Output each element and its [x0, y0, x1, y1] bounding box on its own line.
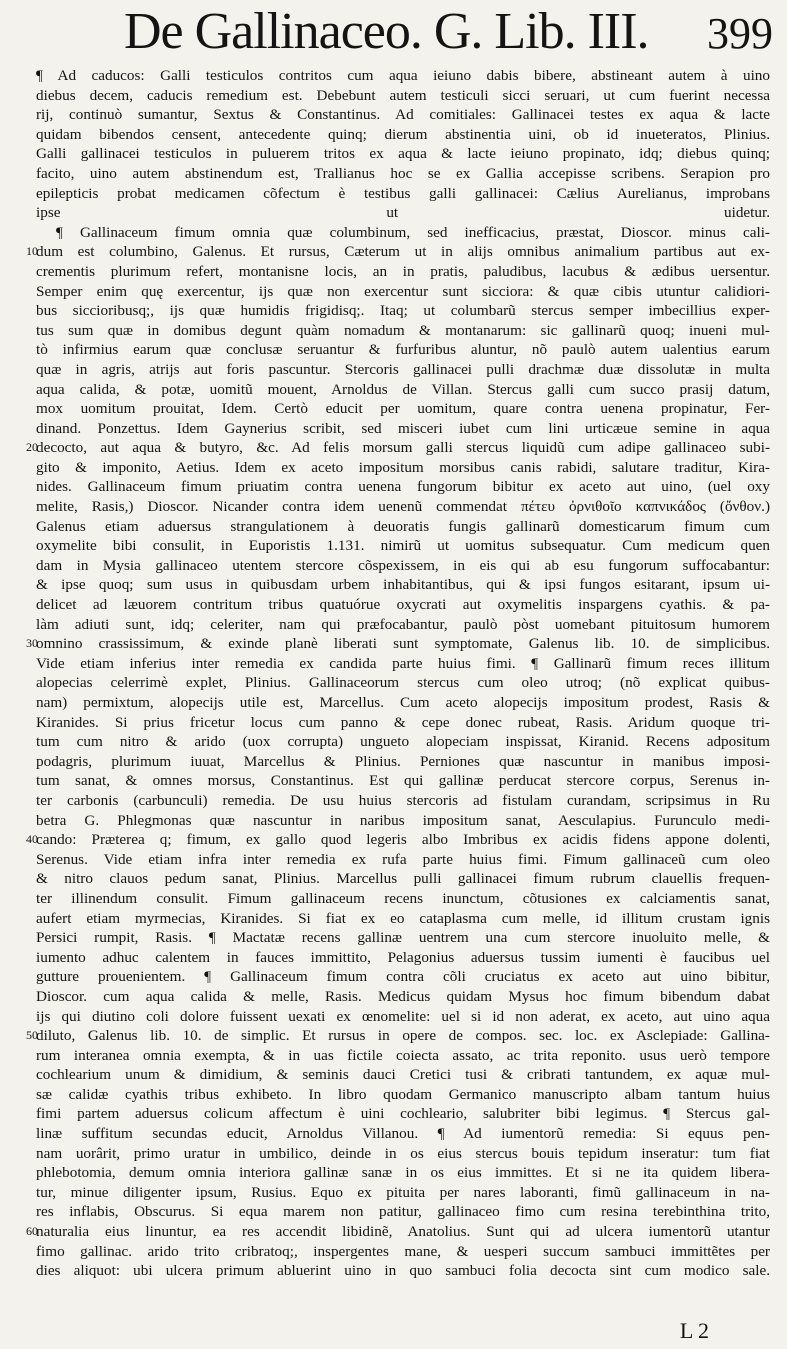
text-line — [26, 282, 770, 302]
body-text — [26, 66, 770, 1281]
line-text: & ipse quoq; sum usus in quibusdam urbem inhabitantibus, qui & ipsi fungos esitarant, ipsum ui- — [36, 576, 770, 594]
line-text: aufert etiam myrmecias, Kiranides. Si fiat ex eo cataplasma cum melle, id illitum crustam ignis — [36, 909, 770, 927]
line-text: nides. Gallinaceum fimum priuatim contra uenena fungorum bibitur ex aceto aut uino, (uel oxy — [36, 478, 770, 496]
text-line — [26, 948, 770, 968]
line-text: podagris, plurimum iuuat, Marcellus & Plinius. Perniones quæ nascuntur in manibus imposi- — [36, 752, 770, 770]
text-line — [26, 144, 770, 164]
line-text: crementis plurimum refert, montanisne locis, an in pratis, paludibus, lacubus & ædibus uersentur. — [36, 262, 770, 280]
text-line — [26, 575, 770, 595]
line-text: ipse ut uidetur. — [36, 204, 770, 222]
text-line — [26, 693, 770, 713]
text-line — [26, 713, 770, 733]
line-text: tum cum nitro & arido (uox corrupta) ungueto alopeciam inspissat, Kiranid. Recens adpositum — [36, 733, 770, 751]
text-line — [26, 889, 770, 909]
line-number: 50 — [26, 1028, 38, 1043]
text-line — [26, 654, 770, 674]
text-line — [26, 1222, 770, 1242]
line-text: mox uomitum prouitat, Idem. Certò educit per uomitum, quare contra uenena propinatur, Fer- — [36, 400, 770, 418]
line-text: làm adiuti sunt, idq; celeriter, nam qui præfocabantur, paulò pòst uomebant pituitosum humorem — [36, 615, 770, 633]
text-line — [26, 1026, 770, 1046]
line-text: alopecias celerrimè explet, Plinius. Gallinaceorum stercus cum oleo utroq; (nõ explicat quibus- — [36, 674, 770, 692]
line-text: tus sum quæ in domibus degunt quàm nomadum & montanarum: sic gallinarũ quoq; inueni mul- — [36, 321, 770, 339]
text-line — [26, 1104, 770, 1124]
line-text: quæ in agris, atrijs aut foris pascuntur. Stercoris gallinacei pulli drachmæ duæ dissolutæ in multa — [36, 360, 770, 378]
line-text: facito, uino autem abstinendum est, Trallianus hoc se ex Gallia accepisse scribens. Serapion pro — [36, 164, 770, 182]
line-text: quidam bibendos censent, antecedente quinq; dierum abstinentia uini, ob id inueteratos, Plinius. — [36, 125, 770, 143]
text-line — [26, 419, 770, 439]
line-text: cochlearium unum & dimidium, & seminis dauci Cretici tusi & cribrati tantundem, ex aquæ mul- — [36, 1066, 770, 1084]
text-line — [26, 301, 770, 321]
text-line — [26, 1242, 770, 1262]
line-text: tum sanat, & omnes morsus, Constantinus. Est qui gallinæ perducat stercore corpus, Serenus in- — [36, 772, 770, 790]
text-line — [26, 536, 770, 556]
line-text: iumento adhuc calentem in fauces immittito, Pelagonius aduersus tussim iumenti è faucibus uel — [36, 948, 770, 966]
line-text: linæ suffitum secundas educit, Arnoldus Villanou. ¶ Ad iumentorũ remedia: Si equus pen- — [36, 1125, 770, 1143]
text-line — [26, 615, 770, 635]
text-line — [26, 556, 770, 576]
text-line — [26, 673, 770, 693]
text-line — [26, 909, 770, 929]
text-line — [26, 811, 770, 831]
line-number: 60 — [26, 1224, 38, 1239]
text-line — [26, 987, 770, 1007]
line-text: gutture prouenientem. ¶ Gallinaceum fimum contra cõli cruciatus ex aceto aut uino bibitur, — [36, 968, 770, 986]
text-line — [26, 86, 770, 106]
text-line — [26, 595, 770, 615]
text-line — [26, 928, 770, 948]
text-line — [26, 967, 770, 987]
line-text: tur, minue diligenter ipsum, Rusius. Equo ex pituita per nares laboranti, fimũ gallinaceum in na- — [36, 1183, 770, 1201]
line-text: ijs qui diutino coli dolore fuissent uexati ex œnomelite: uel si id non aderat, ex aceto, aut uino aqua — [36, 1007, 770, 1025]
text-line — [26, 1007, 770, 1027]
line-text: oxymelite bibi consulit, in Euporistis 1.131. nimirũ ut uomitus subsequatur. Cum medicum quen — [36, 537, 770, 555]
line-text: nam) permixtum, alopecijs utile est, Marcellus. Cum aceto alopecijs impositum prodest, Rasis & — [36, 694, 770, 711]
line-text: Vide etiam inferius inter remedia ex candida parte huius fimi. ¶ Gallinarũ fimum reces illitum — [36, 654, 770, 672]
line-number: 40 — [26, 832, 38, 847]
line-text: Serenus. Vide etiam infra inter remedia ex rufa parte huius fimi. Fimum gallinaceũ cum oleo — [36, 850, 770, 868]
text-line — [26, 1124, 770, 1144]
line-text: gito & imponito, Aetius. Idem ex aceto impositum morsibus canis rabidi, salutare traditur, Kira- — [36, 458, 770, 476]
text-line — [26, 360, 770, 380]
line-number: 30 — [26, 636, 38, 651]
line-text: dam in Mysia gallinaceo utentem stercore cõspexissem, in eis qui ab esu fungorum suffocabantur: — [36, 556, 770, 574]
text-line — [26, 1085, 770, 1105]
line-text: rij, continuò sumantur, Sextus & Constantinus. Ad comitiales: Gallinacei testes ex aqua & lacte — [36, 106, 770, 124]
line-text: Semper enim quę exercentur, ijs quæ non exercentur sunt sicciora: & quæ cibis utuntur calidiori- — [36, 282, 770, 300]
line-text: Galli gallinacei testiculos in puluerem tritos ex aqua & lacte ieiuno propinato, idq; diebus quinq; — [36, 145, 770, 163]
line-text: fimi partem aduersus colicum affectum è uini cochleario, salubriter bibi legimus. ¶ Stercus gal- — [36, 1105, 770, 1123]
text-line — [26, 869, 770, 889]
line-text: phlebotomia, demum omnia interiora gallinæ sanæ in os eius immittes. Et si ne ita quidem libera- — [36, 1164, 770, 1182]
line-text: Galenus etiam aduersus strangulationem à deuoratis fungis gallinarũ domesticarum fimum cum — [36, 517, 770, 535]
line-number: 20 — [26, 440, 38, 455]
line-text: tò infirmius earum quæ conclusæ seruantur & furfuribus aluntur, nõ paulò autem ualentius earum — [36, 341, 770, 359]
text-line — [26, 399, 770, 419]
text-line — [26, 477, 770, 497]
text-line — [26, 1144, 770, 1164]
text-line — [26, 1046, 770, 1066]
text-line — [26, 497, 770, 517]
line-text: rum interanea omnia exempta, & in uas fictile coiecta assato, ac trita reponito. usus uerò tempore — [36, 1046, 770, 1064]
text-line — [26, 203, 770, 223]
text-line — [26, 125, 770, 145]
text-line — [26, 458, 770, 478]
line-text: dinand. Ponzettus. Idem Gaynerius scribit, sed misceri iubet cum lini urticæue semine in aqua — [36, 419, 770, 437]
line-text: sæ calidæ cyathis tribus exhibeto. In libro quodam Germanico manuscripto albam tantum huius — [36, 1085, 770, 1103]
line-text: res inflabis, Obscurus. Si equa marem non patitur, gallinaceo fimo cum resina terebinthina trito, — [36, 1203, 770, 1221]
line-text: Dioscor. cum aqua calida & melle, Rasis. Medicus quidam Mysus hoc fimum bibendum dabat — [36, 987, 770, 1005]
line-text: Kiranides. Si prius fricetur locus cum panno & cepe donec rubeat, Rasis. Aridum quoque tri- — [36, 713, 770, 731]
line-text: nam uorârit, primo uratur in umbilico, deinde in os eius stercus bouis tepidum inseratur: tum fiat — [36, 1144, 770, 1162]
line-text: delicet ad læuorem contritum tribus quatuórue oxycrati aut oxymelitis inspargens cyathis. & pa- — [36, 596, 770, 614]
line-text: diebus decem, caducis remedium est. Debebunt autem testiculi sicci seruari, ut cum fuerint necessa — [36, 86, 770, 104]
text-line — [26, 771, 770, 791]
text-line — [26, 164, 770, 184]
text-line — [26, 184, 770, 204]
text-line — [26, 634, 770, 654]
text-line — [26, 1163, 770, 1183]
line-text: Persici rumpit, Rasis. ¶ Mactatæ recens gallinæ uentrem una cum stercore inuoluito melle, & — [36, 929, 770, 947]
text-line — [26, 105, 770, 125]
line-text: dum est columbino, Galenus. Et rursus, Cæterum ut in alijs omnibus animalium partibus aut ex- — [36, 243, 770, 261]
page-number: 399 — [707, 9, 773, 58]
line-text: ¶ Gallinaceum fimum omnia quæ columbinum, sed inefficacius, præstat, Dioscor. minus cali- — [56, 223, 770, 241]
text-line — [26, 66, 770, 86]
line-text: ter carbonis (carbunculi) remedia. De usu huius stercoris ad fistulam curandam, scripsimus in Ru — [36, 791, 770, 809]
text-line — [26, 340, 770, 360]
line-text: ¶ Ad caducos: Galli testiculos contritos cum aqua ieiuno dabis bibere, abstineant autem à uino — [36, 67, 770, 84]
line-text: omnino crassissimum, & exinde planè liberati sunt symptomate, Galenus lib. 10. de simplicibus. — [36, 635, 770, 653]
text-line — [26, 752, 770, 772]
text-line — [26, 732, 770, 752]
text-line — [26, 850, 770, 870]
line-text: & nitro clauos pedum sanat, Plinius. Marcellus pulli gallinacei fimum rubrum clauellis frequen- — [36, 870, 770, 888]
text-line — [26, 830, 770, 850]
line-text: epilepticis probat medicamen cõfectum è testibus galli gallinacei: Cælius Aurelianus, improbans — [36, 184, 770, 202]
line-text: fimo gallinac. arido trito cribratoq;, inspergentes mane, & uesperi succum sambuci immittẽtes per — [36, 1242, 770, 1260]
running-head: De Gallinaceo. G. Lib. III. — [124, 3, 649, 60]
text-line — [26, 321, 770, 341]
line-text: dies aliquot: ubi ulcera primum abluerint uino in quo sambuci folia decocta sint cum modico sale. — [36, 1262, 770, 1280]
text-line — [26, 262, 770, 282]
line-text: melite, Rasis,) Dioscor. Nicander contra idem uenenũ commendat πέτευ ὀρνιθοῖο καπνικάδος (ὄνθον.) — [36, 498, 770, 516]
text-line — [26, 223, 770, 243]
page-header — [0, 0, 787, 70]
text-line — [26, 1065, 770, 1085]
line-text: aqua calida, & potæ, uomitũ mouent, Arnoldus de Villan. Stercus galli cum succo prasij datum, — [36, 380, 770, 398]
line-number: 10 — [26, 244, 38, 259]
text-line — [26, 438, 770, 458]
line-text: decocto, aut aqua & butyro, &c. Ad felis morsum galli stercus liquidũ cum adipe gallinaceo subi- — [36, 439, 770, 457]
line-text: ter illinendum consulit. Fimum gallinaceum recens inunctum, cõtusiones ex calciamentis sanat, — [36, 889, 770, 907]
text-line — [26, 242, 770, 262]
signature-mark: L 2 — [679, 1318, 709, 1343]
text-line — [26, 1261, 770, 1281]
text-line — [26, 1202, 770, 1222]
text-line — [26, 791, 770, 811]
line-text: naturalia eius linuntur, ea res accendit libidinẽ, Anatolius. Sunt qui ad ulcera iumentorũ utantur — [36, 1223, 770, 1241]
line-text: bus siccioribusq;, ijs quæ humidis frigidisq;. Itaq; ut columbarũ stercus semper imbecillius exper- — [36, 302, 770, 320]
text-line — [26, 517, 770, 537]
line-text: cando: Præterea q; fimum, ex gallo quod legeris albo Imbribus ex acidis fidens appone dolenti, — [36, 831, 770, 849]
text-line — [26, 1183, 770, 1203]
text-line — [26, 380, 770, 400]
line-text: diluto, Galenus lib. 10. de simplic. Et rursus in opere de compos. sec. loc. ex Asclepiade: Gallina- — [36, 1027, 770, 1045]
line-text: betra G. Phlegmonas quæ nascuntur in naribus impositum sanat, Aesculapius. Furunculo medi- — [36, 811, 770, 829]
